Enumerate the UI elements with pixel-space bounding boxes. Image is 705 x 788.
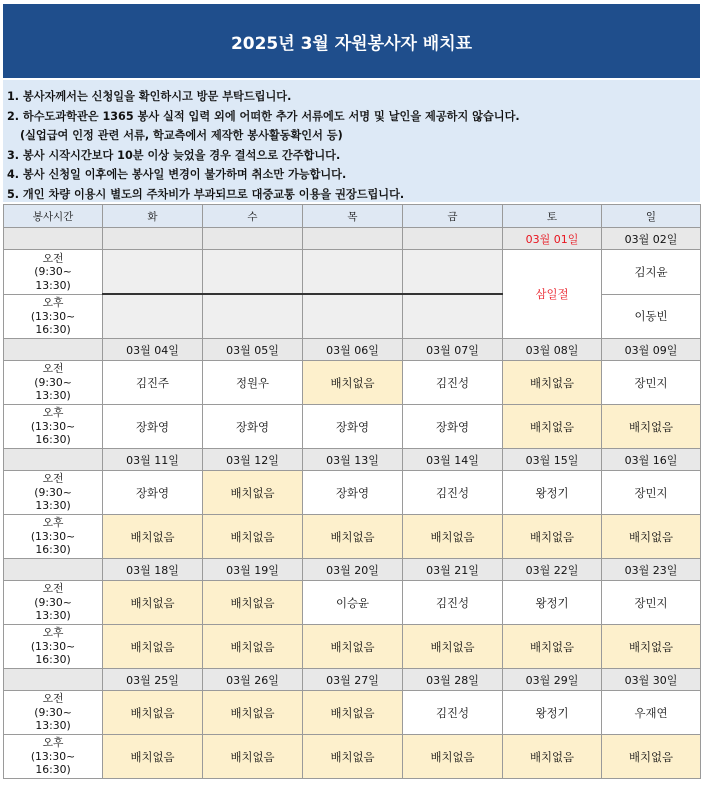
am-row	[4, 691, 701, 735]
am-row	[4, 581, 701, 625]
schedule-cell	[303, 294, 403, 339]
date-cell	[4, 669, 103, 691]
date-cell: 03월 14일	[403, 449, 503, 471]
schedule-cell: 배치없음	[203, 515, 303, 559]
date-cell	[4, 228, 103, 250]
schedule-cell: 배치없음	[602, 625, 701, 669]
date-cell: 03월 20일	[303, 559, 403, 581]
schedule-cell: 이승윤	[303, 581, 403, 625]
date-row	[4, 228, 701, 250]
date-row	[4, 449, 701, 471]
schedule-cell: 배치없음	[503, 735, 602, 779]
schedule-cell	[403, 250, 503, 295]
notice-box	[3, 80, 700, 202]
schedule-cell: 장화영	[303, 405, 403, 449]
header-row	[4, 205, 701, 228]
pm-label: 오후 (13:30~ 16:30)	[4, 294, 103, 339]
pm-row	[4, 405, 701, 449]
date-cell: 03월 02일	[602, 228, 701, 250]
schedule-cell	[103, 294, 203, 339]
date-cell: 03월 05일	[203, 339, 303, 361]
notice-line: 4. 봉사 신청일 이후에는 봉사일 변경이 불가하며 취소만 가능합니다.	[7, 168, 347, 181]
notice-line: 5. 개인 차량 이용시 별도의 주차비가 부과되므로 대중교통 이용을 권장드립니다.	[7, 187, 405, 201]
pm-row	[4, 515, 701, 559]
schedule-cell: 김진성	[403, 691, 503, 735]
schedule-cell: 배치없음	[203, 691, 303, 735]
schedule-cell: 김진성	[403, 581, 503, 625]
schedule-cell: 배치없음	[303, 361, 403, 405]
date-row	[4, 339, 701, 361]
schedule-cell: 배치없음	[303, 625, 403, 669]
date-cell: 03월 26일	[203, 669, 303, 691]
pm-row	[4, 625, 701, 669]
date-cell	[303, 228, 403, 250]
date-row	[4, 559, 701, 581]
date-cell: 03월 12일	[203, 449, 303, 471]
am-label: 오전 (9:30~ 13:30)	[4, 250, 103, 295]
schedule-cell	[103, 250, 203, 295]
date-cell: 03월 27일	[303, 669, 403, 691]
date-cell	[4, 449, 103, 471]
am-row	[4, 361, 701, 405]
time-header: 봉사시간	[4, 205, 103, 228]
date-cell: 03월 18일	[103, 559, 203, 581]
schedule-cell: 배치없음	[503, 361, 602, 405]
schedule-cell: 배치없음	[602, 735, 701, 779]
schedule-cell: 장화영	[103, 471, 203, 515]
date-cell: 03월 11일	[103, 449, 203, 471]
schedule-cell: 배치없음	[103, 515, 203, 559]
date-cell: 03월 15일	[503, 449, 602, 471]
pm-label: 오후 (13:30~ 16:30)	[4, 735, 103, 779]
am-label: 오전 (9:30~ 13:30)	[4, 581, 103, 625]
schedule-cell: 우재연	[602, 691, 701, 735]
schedule-cell: 김지윤	[602, 250, 701, 295]
date-cell	[4, 559, 103, 581]
am-row	[4, 250, 701, 295]
schedule-cell: 왕정기	[503, 581, 602, 625]
date-cell: 03월 22일	[503, 559, 602, 581]
notice-line: (실업급여 인정 관련 서류, 학교측에서 제작한 봉사활동확인서 등)	[20, 129, 343, 142]
day-header: 일	[602, 205, 701, 228]
date-cell: 03월 30일	[602, 669, 701, 691]
schedule-cell: 배치없음	[503, 625, 602, 669]
date-cell: 03월 09일	[602, 339, 701, 361]
schedule-table	[3, 204, 701, 779]
date-cell: 03월 07일	[403, 339, 503, 361]
day-header: 목	[303, 205, 403, 228]
schedule-cell: 장민지	[602, 361, 701, 405]
schedule-cell: 배치없음	[303, 691, 403, 735]
date-cell: 03월 01일	[503, 228, 602, 250]
date-cell: 03월 19일	[203, 559, 303, 581]
date-cell	[103, 228, 203, 250]
date-cell: 03월 06일	[303, 339, 403, 361]
schedule-cell: 장민지	[602, 581, 701, 625]
schedule-cell: 배치없음	[203, 471, 303, 515]
schedule-cell: 배치없음	[403, 735, 503, 779]
date-cell: 03월 13일	[303, 449, 403, 471]
am-row	[4, 471, 701, 515]
schedule-cell: 배치없음	[303, 515, 403, 559]
date-cell: 03월 28일	[403, 669, 503, 691]
schedule-cell: 배치없음	[602, 405, 701, 449]
schedule-cell: 배치없음	[203, 735, 303, 779]
schedule-cell: 김진성	[403, 361, 503, 405]
schedule-cell: 김진주	[103, 361, 203, 405]
schedule-cell: 장화영	[303, 471, 403, 515]
schedule-cell: 장화영	[403, 405, 503, 449]
pm-label: 오후 (13:30~ 16:30)	[4, 405, 103, 449]
day-header: 금	[403, 205, 503, 228]
schedule-cell	[203, 250, 303, 295]
schedule-cell: 정원우	[203, 361, 303, 405]
day-header: 토	[503, 205, 602, 228]
am-label: 오전 (9:30~ 13:30)	[4, 691, 103, 735]
schedule-cell: 배치없음	[203, 581, 303, 625]
schedule-cell: 왕정기	[503, 691, 602, 735]
date-row	[4, 669, 701, 691]
schedule-cell: 장민지	[602, 471, 701, 515]
schedule-cell: 배치없음	[203, 625, 303, 669]
pm-label: 오후 (13:30~ 16:30)	[4, 515, 103, 559]
schedule-cell: 장화영	[203, 405, 303, 449]
schedule-cell: 배치없음	[503, 405, 602, 449]
schedule-cell: 왕정기	[503, 471, 602, 515]
schedule-cell: 배치없음	[103, 625, 203, 669]
date-cell: 03월 23일	[602, 559, 701, 581]
schedule-cell: 배치없음	[103, 581, 203, 625]
schedule-cell: 배치없음	[403, 625, 503, 669]
page-title: 2025년 3월 자원봉사자 배치표	[3, 4, 700, 78]
schedule-cell: 배치없음	[103, 735, 203, 779]
date-cell: 03월 25일	[103, 669, 203, 691]
date-cell	[403, 228, 503, 250]
pm-label: 오후 (13:30~ 16:30)	[4, 625, 103, 669]
day-header: 수	[203, 205, 303, 228]
schedule-cell: 배치없음	[602, 515, 701, 559]
schedule-cell: 배치없음	[503, 515, 602, 559]
notice-line: 1. 봉사자께서는 신청일을 확인하시고 방문 부탁드립니다.	[7, 90, 292, 103]
date-cell	[203, 228, 303, 250]
date-cell: 03월 21일	[403, 559, 503, 581]
schedule-cell	[303, 250, 403, 295]
am-label: 오전 (9:30~ 13:30)	[4, 471, 103, 515]
date-cell: 03월 29일	[503, 669, 602, 691]
date-cell	[4, 339, 103, 361]
notice-line: 2. 하수도과학관은 1365 봉사 실적 입력 외에 어떠한 추가 서류에도 서명 및 날인을 제공하지 않습니다.	[7, 109, 520, 123]
pm-row	[4, 735, 701, 779]
schedule-cell: 배치없음	[103, 691, 203, 735]
am-label: 오전 (9:30~ 13:30)	[4, 361, 103, 405]
schedule-cell: 김진성	[403, 471, 503, 515]
date-cell: 03월 16일	[602, 449, 701, 471]
day-header: 화	[103, 205, 203, 228]
schedule-cell: 배치없음	[403, 515, 503, 559]
notice-line: 3. 봉사 시작시간보다 10분 이상 늦었을 경우 결석으로 간주합니다.	[7, 148, 341, 162]
date-cell: 03월 08일	[503, 339, 602, 361]
date-cell: 03월 04일	[103, 339, 203, 361]
schedule-cell	[203, 294, 303, 339]
schedule-cell: 이동빈	[602, 294, 701, 339]
schedule-cell: 장화영	[103, 405, 203, 449]
schedule-cell: 배치없음	[303, 735, 403, 779]
schedule-cell	[403, 294, 503, 339]
holiday-cell: 삼일절	[503, 250, 602, 339]
